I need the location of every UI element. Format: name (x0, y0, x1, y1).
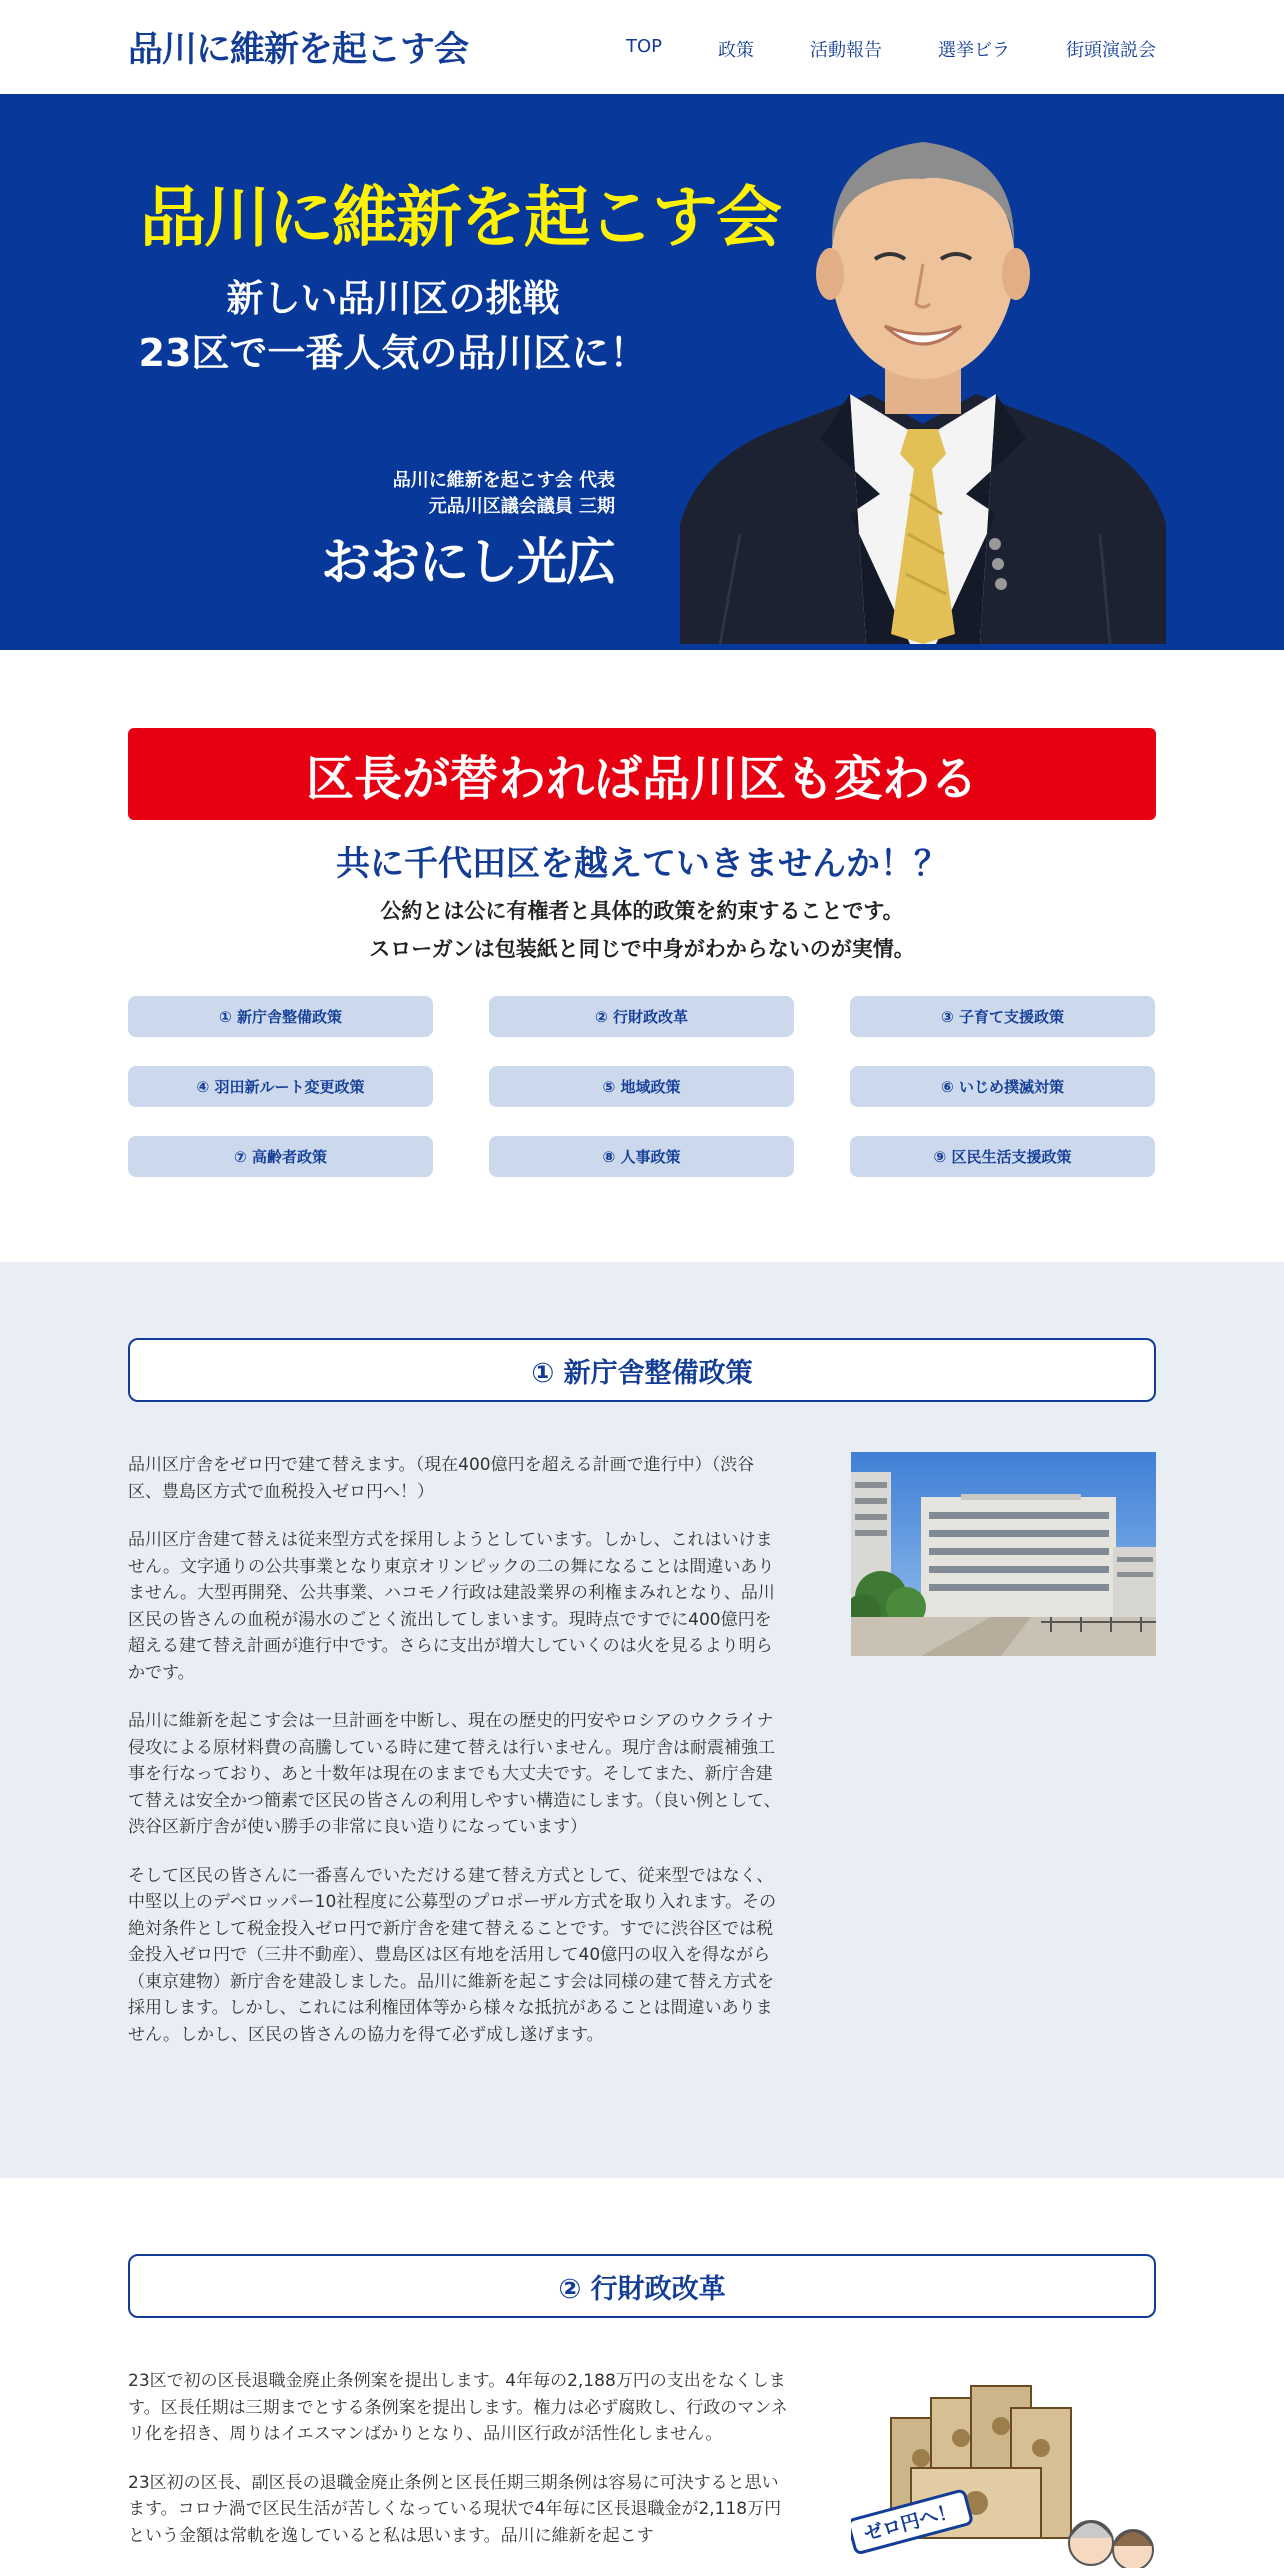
policy-section-1 (0, 1262, 1284, 2178)
hero-section (0, 94, 1284, 650)
policy-button-2[interactable]: ② 行財政改革 (489, 996, 794, 1037)
hero-meta-role: 品川に維新を起こす会 代表 (392, 470, 615, 491)
intro-text (128, 892, 1156, 968)
hero-meta-career: 元品川区議会議員 三期 (428, 496, 615, 517)
intro-text-line1: 公約とは公に有権者と具体的政策を約束することです。 (380, 899, 904, 923)
site-logo[interactable]: 品川に維新を起こす会 (128, 30, 469, 70)
person-portrait-icon (680, 94, 1166, 644)
hero-subtitle (128, 272, 658, 380)
city-hall-photo-icon (851, 1452, 1156, 1656)
money-stack-illustration-icon (851, 2378, 1156, 2568)
policy-button-5[interactable]: ⑤ 地域政策 (489, 1066, 794, 1107)
headline-banner: 区長が替われば品川区も変わる (128, 728, 1156, 820)
section-body-2 (128, 2368, 788, 2568)
intro-section (0, 650, 1284, 1262)
section2-paragraph-1: 23区で初の区長退職金廃止条例案を提出します。4年毎の2,188万円の支出をなくします。区長任期は三期までとする条例案を提出します。権力は必ず腐敗し、行政のマンネリ化を招き、周りはイエスマンばかりとなり、品川区行政が活性化しません。 (128, 2371, 788, 2444)
illustration-label: ゼロ円へ！ (861, 2499, 960, 2546)
policy-button-1[interactable]: ① 新庁舎整備政策 (128, 996, 433, 1037)
nav-street-speech[interactable]: 街頭演説会 (1066, 40, 1156, 61)
section1-paragraph-3: 品川に維新を起こす会は一旦計画を中断し、現在の歴史的円安やロシアのウクライナ侵攻による原材料費の高騰している時に建て替えは行いません。現庁舎は耐震補強工事を行なっており、あと十数年は現在のままでも大丈夫です。そしてまた、新庁舎建て替えは安全かつ簡素で区民の皆さんの利用しやすい構造にします。（良い例として、渋谷区新庁舎が使い勝手の非常に良い造りになっています） (128, 1711, 781, 1837)
policy-button-3[interactable]: ③ 子育て支援政策 (850, 996, 1155, 1037)
intro-text-line2: スローガンは包装紙と同じで中身がわからないのが実情。 (369, 937, 915, 961)
hero-title: 品川に維新を起こす会 (140, 179, 780, 256)
main-nav (626, 36, 1156, 62)
hero-subtitle-line2: 23区で一番人気の品川区に！ (138, 331, 648, 375)
nav-activity-report[interactable]: 活動報告 (810, 40, 882, 61)
section1-paragraph-1: 品川区庁舎をゼロ円で建て替えます。（現在400億円を超える計画で進行中）（渋谷区、豊島区方式で血税投入ゼロ円へ！） (128, 1455, 755, 1502)
hero-subtitle-line1: 新しい品川区の挑戦 (226, 277, 560, 320)
site-header (0, 0, 1284, 94)
policy-button-9[interactable]: ⑨ 区民生活支援政策 (850, 1136, 1155, 1177)
policy-button-8[interactable]: ⑧ 人事政策 (489, 1136, 794, 1177)
section-title-1: ① 新庁舎整備政策 (128, 1338, 1156, 1402)
policy-button-4[interactable]: ④ 羽田新ルート変更政策 (128, 1066, 433, 1107)
hero-meta (300, 468, 615, 520)
section-body-1 (128, 1452, 788, 2070)
nav-policy[interactable]: 政策 (718, 40, 754, 61)
policy-button-6[interactable]: ⑥ いじめ撲滅対策 (850, 1066, 1155, 1107)
hero-name: おおにし光広 (321, 533, 615, 591)
section1-paragraph-2: 品川区庁舎建て替えは従来型方式を採用しようとしています。しかし、これはいけません。文字通りの公共事業となり東京オリンピックの二の舞になることは間違いありません。大型再開発、公共事業、ハコモノ行政は建設業界の利権まみれとなり、品川区民の皆さんの血税が湯水のごとく流出してしまいます。現時点ですでに400億円を超える建て替え計画が進行中です。さらに支出が増大していくのは火を見るより明らかです。 (128, 1530, 775, 1683)
section2-paragraph-2: 23区初の区長、副区長の退職金廃止条例と区長任期三期条例は容易に可決すると思います。コロナ渦で区民生活が苦しくなっている現状で4年毎に区長退職金が2,118万円という金額は常軌を逸していると私は思います。品川に維新を起こす (128, 2472, 782, 2546)
nav-election-flyer[interactable]: 選挙ビラ (938, 40, 1010, 61)
intro-question: 共に千代田区を越えていきませんか！？ (336, 844, 948, 884)
policy-link-grid (128, 996, 1156, 1177)
policy-section-2 (0, 2178, 1284, 2568)
section-title-2: ② 行財政改革 (128, 2254, 1156, 2318)
section1-paragraph-4: そして区民の皆さんに一番喜んでいただける建て替え方式として、従来型ではなく、中堅以上のデベロッパー10社程度に公募型のプロポーザル方式を取り入れます。その絶対条件として税金投入ゼロ円で新庁舎を建て替えることです。すでに渋谷区では税金投入ゼロ円で（三井不動産）、豊島区は区有地を活用して40億円の収入を得ながら（東京建物）新庁舎を建設しました。品川に維新を起こす会は同様の建て替え方式を採用します。しかし、これには利権団体等から様々な抵抗があることは間違いありません。しかし、区民の皆さんの協力を得て必ず成し遂げます。 (128, 1865, 777, 2045)
policy-button-7[interactable]: ⑦ 高齢者政策 (128, 1136, 433, 1177)
nav-top[interactable]: TOP (625, 36, 662, 57)
